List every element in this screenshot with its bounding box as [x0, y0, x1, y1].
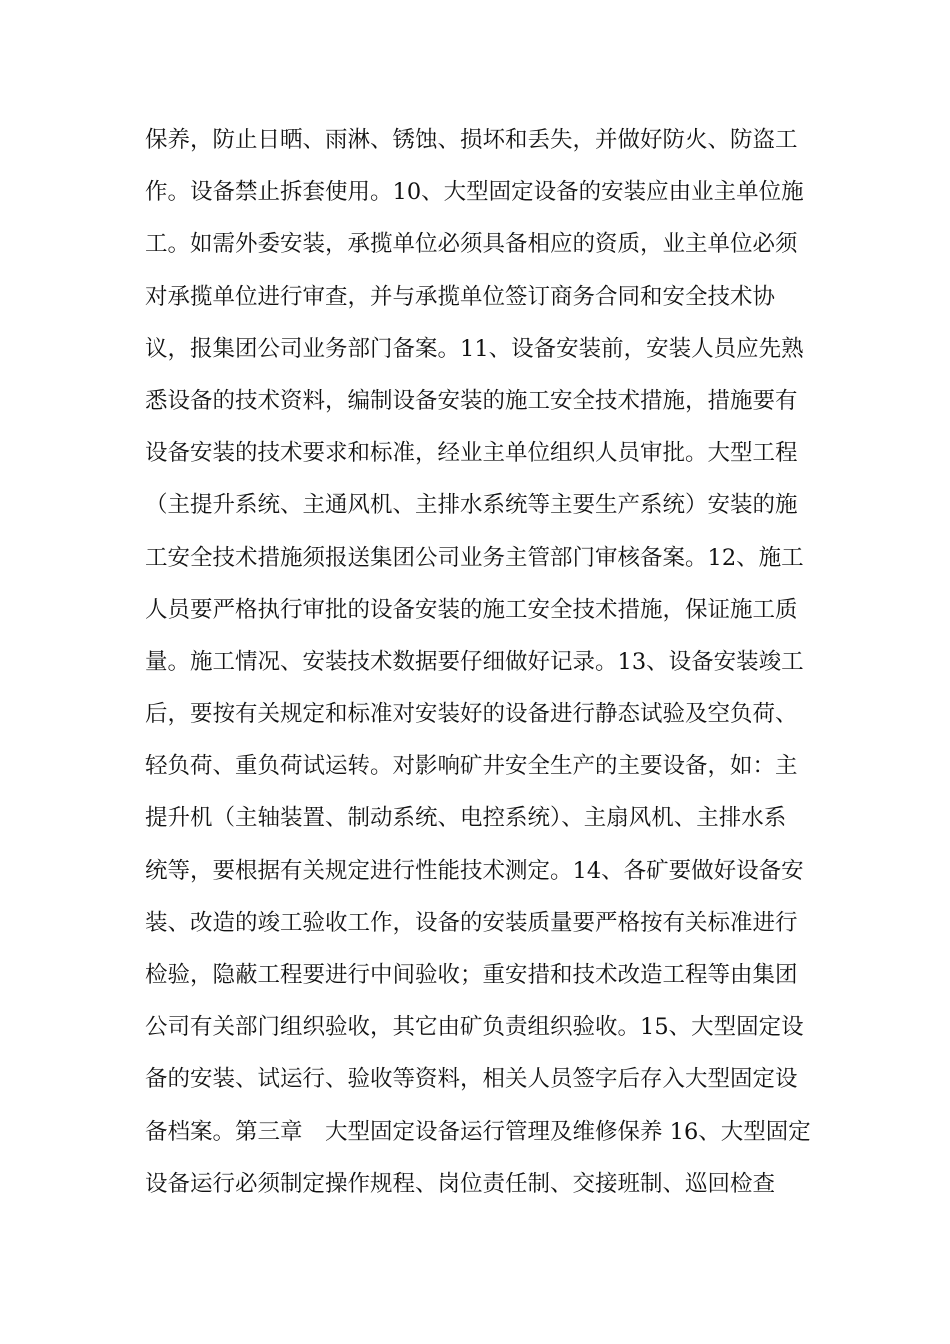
text-line: 提升机（主轴装置、制动系统、电控系统）、主扇风机、主排水系 — [145, 805, 787, 832]
text-line: 统等，要根据有关规定进行性能技术测定。14、各矿要做好设备安 — [145, 857, 804, 884]
text-line: 作。设备禁止拆套使用。10、大型固定设备的安装应由业主单位施 — [145, 179, 804, 206]
text-line: 轻负荷、重负荷试运转。对影响矿井安全生产的主要设备，如：主 — [145, 753, 798, 780]
text-line: 对承揽单位进行审查，并与承揽单位签订商务合同和安全技术协 — [145, 283, 776, 310]
text-line: 后，要按有关规定和标准对安装好的设备进行静态试验及空负荷、 — [145, 701, 798, 728]
body-text — [145, 118, 825, 1214]
text-line: 装、改造的竣工验收工作，设备的安装质量要严格按有关标准进行 — [145, 909, 798, 936]
text-line: 工。如需外委安装，承揽单位必须具备相应的资质，业主单位必须 — [145, 231, 798, 258]
text-line: 议，报集团公司业务部门备案。11、设备安装前，安装人员应先熟 — [145, 335, 804, 362]
text-line: 量。施工情况、安装技术数据要仔细做好记录。13、设备安装竣工 — [145, 648, 804, 675]
text-line: 备的安装、试运行、验收等资料，相关人员签字后存入大型固定设 — [145, 1066, 798, 1093]
text-line: 公司有关部门组织验收，其它由矿负责组织验收。15、大型固定设 — [145, 1014, 804, 1041]
text-line: 工安全技术措施须报送集团公司业务主管部门审核备案。12、施工 — [145, 544, 804, 571]
text-line: 保养，防止日晒、雨淋、锈蚀、损坏和丢失，并做好防火、防盗工 — [145, 127, 798, 153]
text-line: 设备安装的技术要求和标准，经业主单位组织人员审批。大型工程 — [145, 440, 798, 467]
text-line: 悉设备的技术资料，编制设备安装的施工安全技术措施，措施要有 — [145, 387, 798, 414]
text-line: 备档案。第三章 大型固定设备运行管理及维修保养 16、大型固定 — [145, 1118, 811, 1145]
text-line: （主提升系统、主通风机、主排水系统等主要生产系统）安装的施 — [145, 492, 798, 519]
text-line: 人员要严格执行审批的设备安装的施工安全技术措施，保证施工质 — [145, 596, 798, 623]
text-line: 检验，隐蔽工程要进行中间验收；重安措和技术改造工程等由集团 — [145, 962, 798, 988]
text-line: 设备运行必须制定操作规程、岗位责任制、交接班制、巡回检查 — [145, 1170, 776, 1197]
